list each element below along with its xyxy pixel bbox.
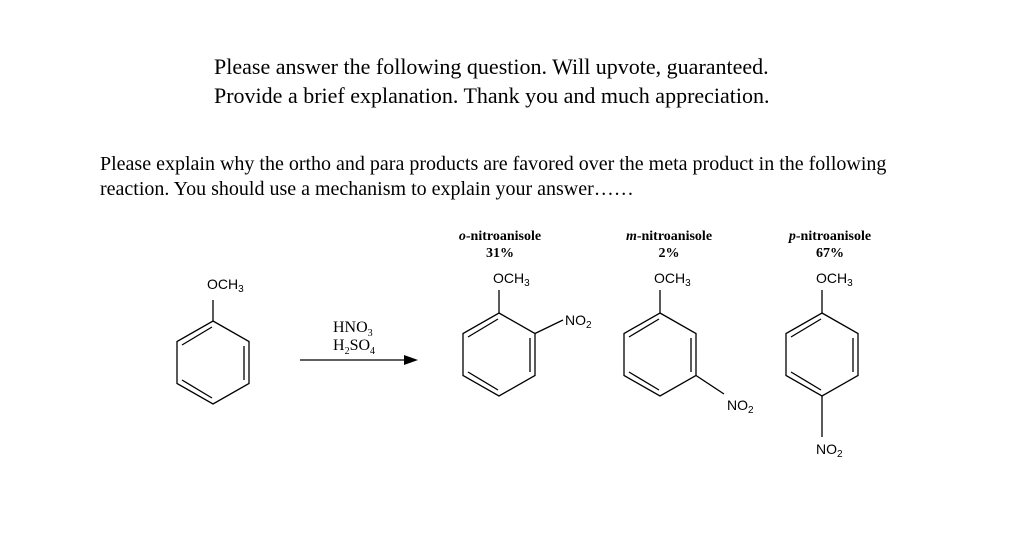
anisole-ring	[177, 300, 249, 404]
meta-nitro-label: $NO_2$	[727, 397, 754, 416]
ortho-nitro-label: $NO_2$	[565, 312, 592, 331]
meta-nitroanisole-ring	[624, 290, 724, 396]
product-prefix-para: p	[788, 229, 796, 244]
product-name-meta: -nitroanisole	[636, 229, 713, 244]
product-name-ortho: -nitroanisole	[465, 229, 542, 244]
ortho-substituent-label: $OCH_3$	[493, 270, 530, 289]
question-line-1: Please explain why the ortho and para products are favored over the meta product in the following	[100, 153, 887, 175]
product-percent-ortho: 31%	[486, 246, 514, 261]
para-substituent-label: $OCH_3$	[816, 270, 853, 289]
reagent-sulfuric-acid: $H_2SO_4$	[333, 337, 376, 357]
product-percent-para: 67%	[816, 246, 844, 261]
para-nitro-label: $NO_2$	[816, 441, 843, 460]
product-name-para: -nitroanisole	[795, 229, 872, 244]
para-nitroanisole-ring	[786, 290, 858, 437]
intro-line-2: Provide a brief explanation. Thank you and much appreciation.	[214, 83, 770, 108]
question-line-2: reaction. You should use a mechanism to explain your answer……	[100, 178, 634, 200]
ortho-nitroanisole-ring	[463, 290, 563, 396]
product-percent-meta: 2%	[658, 246, 680, 261]
reagent-nitric-acid: $HNO_3$	[333, 319, 373, 339]
product-prefix-meta: m	[625, 229, 637, 244]
intro-line-1: Please answer the following question. Will upvote, guaranteed.	[214, 54, 769, 79]
reactant-substituent-label: $OCH_3$	[207, 276, 244, 295]
meta-substituent-label: $OCH_3$	[654, 270, 691, 289]
reaction-arrow-head	[404, 355, 418, 365]
product-prefix-ortho: o	[458, 229, 466, 244]
